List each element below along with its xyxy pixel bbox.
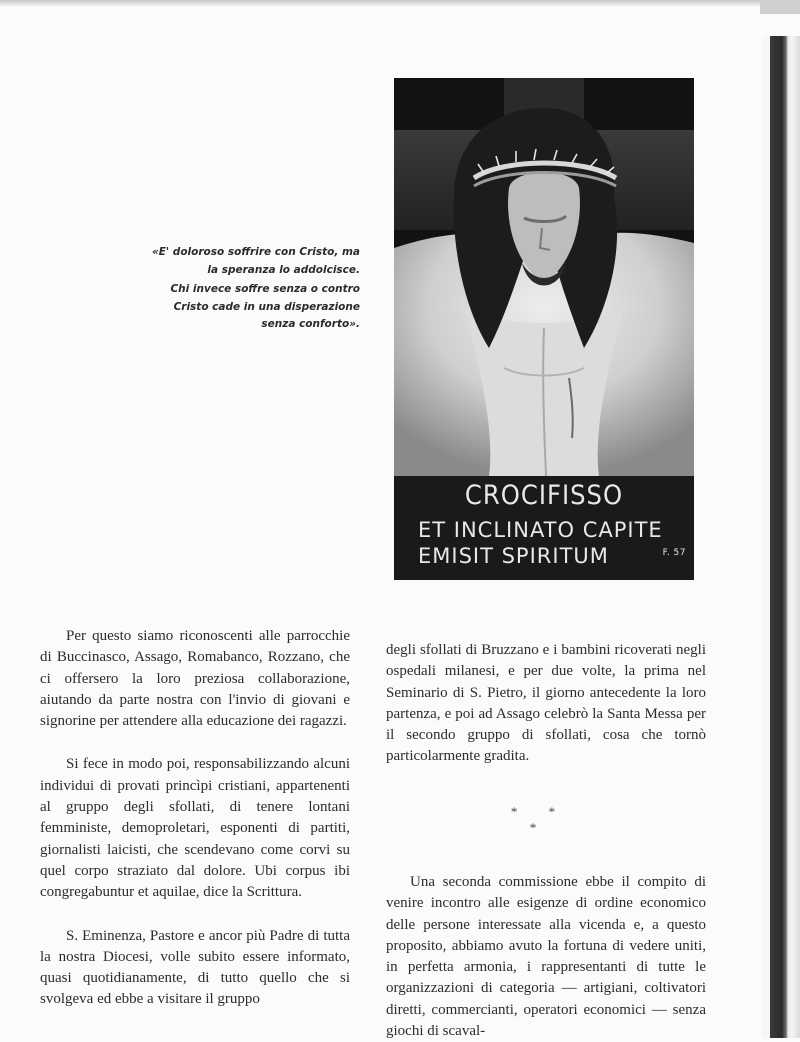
paragraph: Per questo siamo riconoscenti alle parrocchie di Buccinasco, Assago, Romabanco, Rozzano, che ci offersero la loro preziosa collaborazione, aiutando da parte nostra con l'invio di giovani e signorine per attendere alla educazione dei ragazzi. xyxy=(40,628,350,730)
artist-signature: F. 57 xyxy=(662,548,686,558)
right-text-column-lower xyxy=(386,872,706,1042)
page-binding-edge xyxy=(762,36,800,1038)
crucifix-image xyxy=(394,78,694,476)
pull-quote xyxy=(150,244,360,334)
left-text-column xyxy=(40,626,350,1011)
pull-quote-line-1: «E' doloroso soffrire con Cristo, ma la speranza lo addolcisce. xyxy=(151,246,360,276)
paragraph: degli sfollati di Bruzzano e i bambini ricoverati negli ospedali milanesi, e per due volte, la prima nel Seminario di S. Pietro, il giorno antecedente la loro partenza, e poi ad Assago celebrò la Santa Messa per il secondo gruppo di sfollati, cosa che tornò particolarmente gradita. xyxy=(386,642,706,765)
caption-latin-line-1: ET INCLINATO CAPITE xyxy=(418,518,663,542)
page-corner-shadow xyxy=(760,0,800,14)
paragraph: S. Eminenza, Pastore e ancor più Padre di tutta la nostra Diocesi, volle subito essere informato, quasi quotidianamente, di tutto quello che si svolgeva ed ebbe a visitare il gruppo xyxy=(40,927,350,1008)
paragraph: Una seconda commissione ebbe il compito di venire incontro alle esigenze di ordine economico delle persone interessate alla vicenda e, a questo proposito, abbiamo avuto la fortuna di vedere uniti, in perfetta armonia, i rappresentanti di tutte le organizzazioni di categoria — artigiani, coltivatori diretti, commercianti, operatori economici — senza giochi di scaval- xyxy=(386,874,706,1040)
right-text-column xyxy=(386,640,706,768)
crucifix-illustration xyxy=(394,78,694,580)
caption-latin-line-2: EMISIT SPIRITUM xyxy=(418,544,609,568)
illustration-caption xyxy=(394,476,694,580)
section-separator: * * * xyxy=(510,804,570,835)
page-top-edge xyxy=(0,0,800,6)
paragraph: Si fece in modo poi, responsabilizzando alcuni individui di provati princìpi cristiani, appartenenti al gruppo degli sfollati, di tenere lontani femministe, demoproletari, esponenti di partiti, giornalisti laicisti, che scendevano come corvi su quel corpo straziato dal dolore. Ubi corpus ibi congregabuntur et aquilae, dice la Scrittura. xyxy=(40,756,350,901)
pull-quote-line-2: Chi invece soffre senza o contro Cristo cade in una disperazione senza conforto». xyxy=(170,283,360,330)
caption-title: CROCIFISSO xyxy=(464,480,624,511)
